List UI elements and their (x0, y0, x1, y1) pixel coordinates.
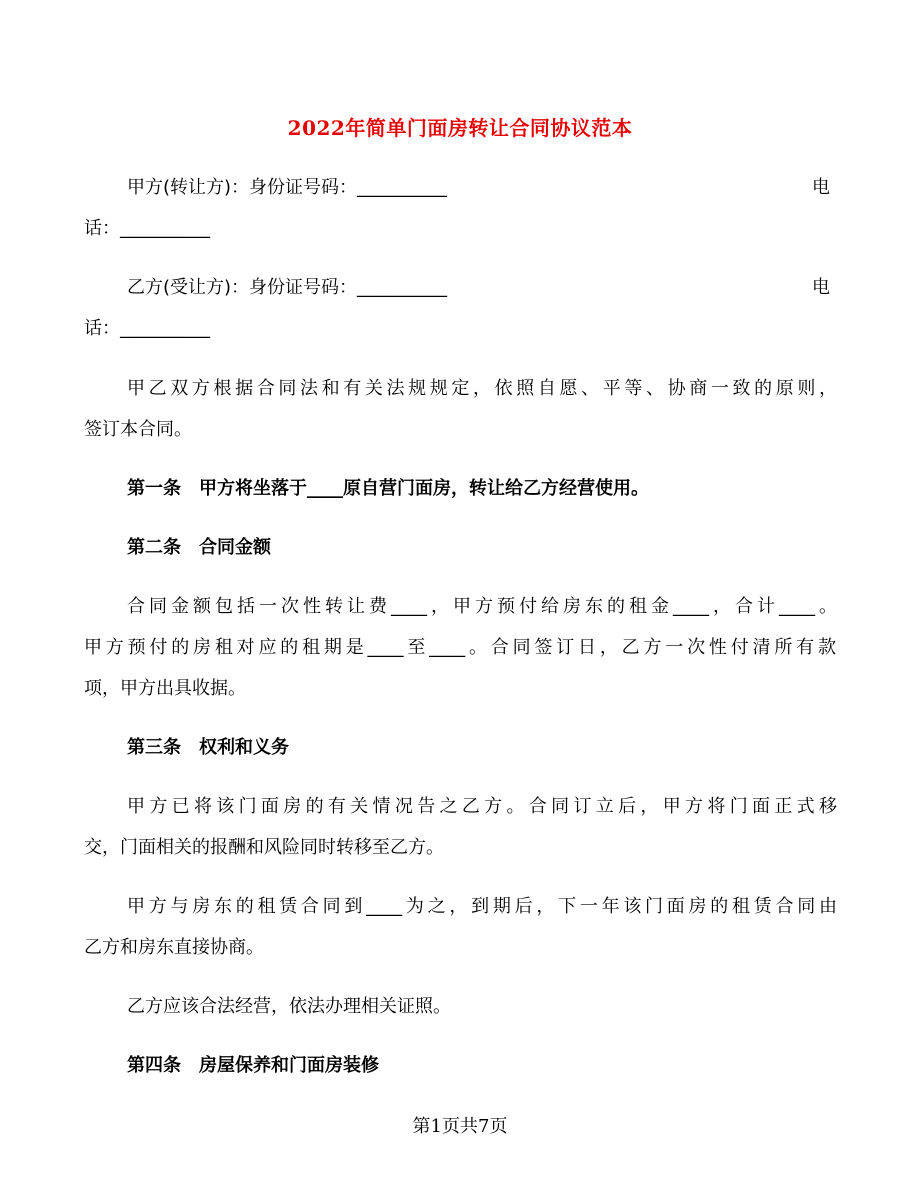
party-b-phone-label: 电 (812, 277, 830, 298)
intro-line-1: 甲乙双方根据合同法和有关法规规定，依照自愿、平等、协商一致的原则， (127, 378, 837, 399)
party-a-phone-label: 电 (812, 177, 830, 198)
article-3-p2-line-1: 甲方与房东的租赁合同到____为之，到期后，下一年该门面房的租赁合同由 (127, 896, 837, 917)
party-b-id-line: 乙方(受让方)：身份证号码：__________ (127, 277, 448, 298)
article-2-line-2: 甲方预付的房租对应的租期是____至____。合同签订日，乙方一次性付清所有款 (84, 637, 836, 658)
article-1: 第一条 甲方将坐落于____原自营门面房，转让给乙方经营使用。 (127, 478, 649, 499)
article-3-p3-line-1: 乙方应该合法经营，依法办理相关证照。 (127, 996, 451, 1017)
article-2-heading: 第二条 合同金额 (127, 537, 271, 558)
party-a-phone-line: 话：__________ (84, 218, 210, 239)
page-number-footer: 第1页共7页 (412, 1116, 508, 1137)
article-3-p2-line-2: 乙方和房东直接协商。 (84, 937, 264, 958)
document-title: 2022年简单门面房转让合同协议范本 (287, 116, 633, 140)
party-a-id-line: 甲方(转让方)：身份证号码：__________ (127, 177, 448, 198)
party-b-phone-line: 话：__________ (84, 318, 210, 339)
intro-line-2: 签订本合同。 (84, 419, 192, 440)
article-3-p1-line-1: 甲方已将该门面房的有关情况告之乙方。合同订立后，甲方将门面正式移 (127, 796, 837, 817)
article-3-heading: 第三条 权利和义务 (127, 737, 289, 758)
article-4-heading: 第四条 房屋保养和门面房装修 (127, 1055, 379, 1076)
article-2-line-1: 合同金额包括一次性转让费____，甲方预付给房东的租金____，合计____。 (127, 596, 837, 617)
article-3-p1-line-2: 交，门面相关的报酬和风险同时转移至乙方。 (84, 837, 444, 858)
article-2-line-3: 项，甲方出具收据。 (84, 678, 246, 699)
